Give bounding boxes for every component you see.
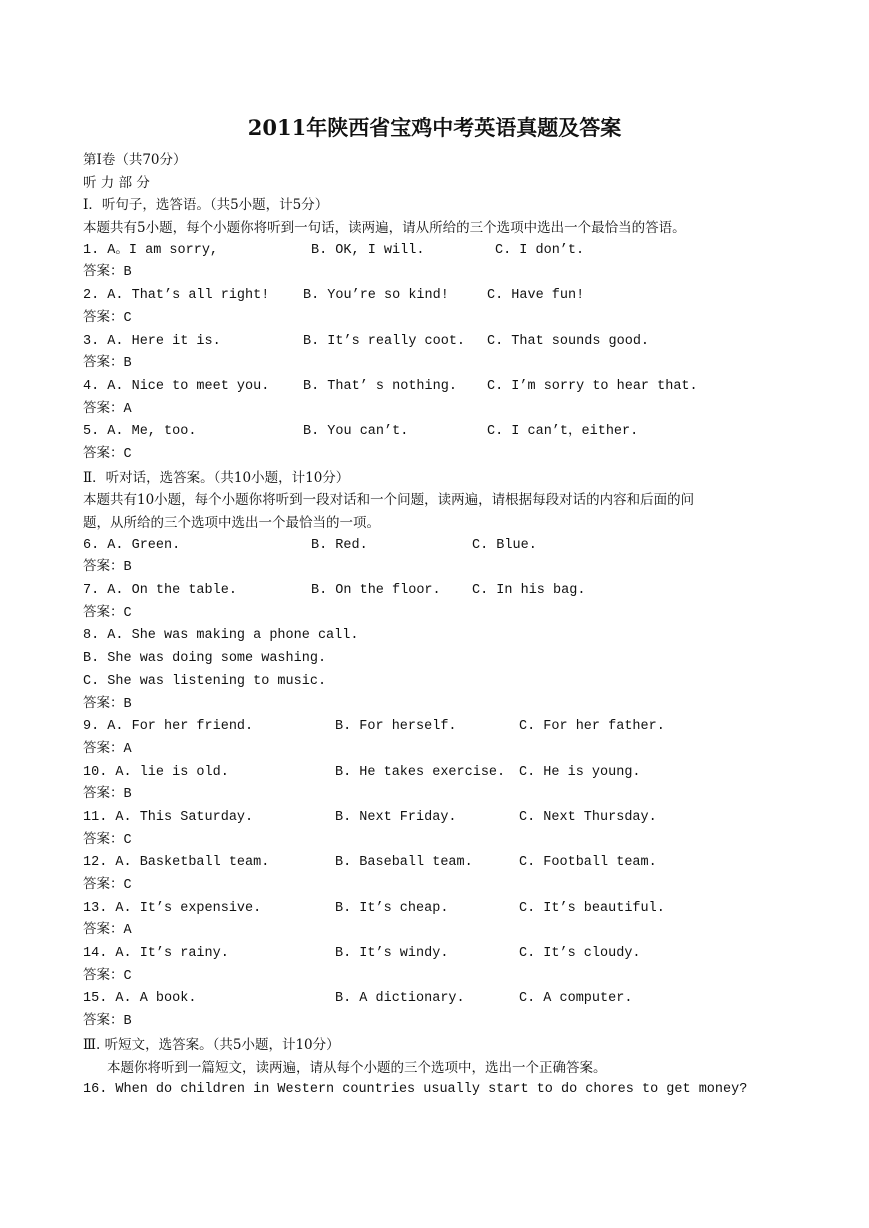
option-a: 7. A. On the table. — [83, 583, 237, 599]
question-2 — [83, 285, 783, 308]
option-a: 9. A. For her friend. — [83, 719, 254, 735]
option-c: C. In his bag. — [472, 583, 586, 599]
answer-2: 答案：C — [83, 310, 132, 326]
answer-9: 答案：A — [83, 741, 132, 757]
answer-6: 答案：B — [83, 560, 132, 576]
question-6 — [83, 535, 783, 558]
option-b: B. For herself. — [335, 719, 457, 735]
question-16: 16. When do children in Western countries usually start to do chores to get money? — [83, 1082, 748, 1098]
option-b: B. You can’t. — [303, 424, 409, 440]
option-a: 1. A。I am sorry, — [83, 242, 219, 258]
question-15 — [83, 988, 783, 1011]
page-title: 2011年陕西省宝鸡中考英语真题及答案 — [247, 115, 622, 140]
question-13 — [83, 898, 783, 921]
option-b: B. It’s cheap. — [335, 900, 449, 916]
question-8-option-b: B. She was doing some washing. — [83, 651, 327, 667]
option-b: B. You’re so kind! — [303, 288, 449, 304]
question-14 — [83, 943, 783, 966]
answer-11: 答案：C — [83, 832, 132, 848]
option-b: B. It’s really coot. — [303, 333, 466, 349]
section3-instruction: 本题你将听到一篇短文，读两遍，请从每个小题的三个选项中，选出一个正确答案。 — [107, 1059, 607, 1076]
section1-heading: Ⅰ．听句子，选答语。（共5小题，计5分） — [83, 197, 329, 214]
section2-heading: Ⅱ．听对话，选答案。（共10小题，计10分） — [83, 469, 350, 486]
option-b: B. Baseball team. — [335, 855, 473, 871]
question-12 — [83, 852, 783, 875]
option-b: B. Red. — [311, 537, 368, 553]
answer-5: 答案：C — [83, 446, 132, 462]
answer-15: 答案：B — [83, 1014, 132, 1030]
option-a: 2. A. That’s all right! — [83, 288, 270, 304]
option-c: C. Football team. — [519, 855, 657, 871]
option-c: C. A computer. — [519, 991, 633, 1007]
question-7 — [83, 580, 783, 603]
section2-instruction-2: 题，从所给的三个选项中选出一个最恰当的一项。 — [83, 515, 380, 531]
answer-8: 答案：B — [83, 696, 132, 712]
option-a: 11. A. This Saturday. — [83, 809, 254, 825]
option-b: B. OK, I will. — [311, 242, 425, 258]
option-c: C. I don’t. — [495, 242, 585, 258]
option-a: 14. A. It’s rainy. — [83, 946, 229, 962]
question-4 — [83, 376, 783, 399]
question-5 — [83, 421, 783, 444]
section1-instruction: 本题共有5小题，每个小题你将听到一句话，读两遍，请从所给的三个选项中选出一个最恰当的答语。 — [83, 220, 686, 237]
question-11 — [83, 807, 783, 830]
option-b: B. He takes exercise. — [335, 764, 506, 780]
option-c: C. Blue. — [472, 537, 537, 553]
option-c: C. He is young. — [519, 764, 641, 780]
answer-3: 答案：B — [83, 356, 132, 372]
option-c: C. It’s beautiful. — [519, 900, 665, 916]
option-a: 10. A. lie is old. — [83, 764, 229, 780]
answer-7: 答案：C — [83, 605, 132, 621]
option-a: 6. A. Green. — [83, 537, 181, 553]
option-a: 15. A. A book. — [83, 991, 197, 1007]
option-c: C. It’s cloudy. — [519, 946, 641, 962]
option-b: B. That’ s nothing. — [303, 378, 457, 394]
option-c: C. Next Thursday. — [519, 809, 657, 825]
option-c: C. That sounds good. — [487, 333, 650, 349]
option-c: C. Have fun! — [487, 288, 585, 304]
document-body — [83, 149, 783, 1102]
listening-header: 听 力 部 分 — [83, 174, 150, 191]
question-8-option-c: C. She was listening to music. — [83, 673, 327, 689]
answer-4: 答案：A — [83, 401, 132, 417]
option-c: C. For her father. — [519, 719, 665, 735]
option-c: C. I’m sorry to hear that. — [487, 378, 698, 394]
option-b: B. A dictionary. — [335, 991, 465, 1007]
answer-10: 答案：B — [83, 787, 132, 803]
answer-14: 答案：C — [83, 968, 132, 984]
option-b: B. On the floor. — [311, 583, 441, 599]
answer-13: 答案：A — [83, 923, 132, 939]
option-b: B. It’s windy. — [335, 946, 449, 962]
option-b: B. Next Friday. — [335, 809, 457, 825]
paper-header: 第Ⅰ卷（共70分） — [83, 152, 187, 168]
answer-1: 答案：B — [83, 265, 132, 281]
option-a: 5. A. Me, too. — [83, 424, 197, 440]
question-1 — [83, 240, 783, 263]
question-8-option-a: 8. A. She was making a phone call. — [83, 628, 359, 644]
answer-12: 答案：C — [83, 878, 132, 893]
option-a: 3. A. Here it is. — [83, 333, 221, 349]
question-3 — [83, 331, 783, 354]
option-a: 4. A. Nice to meet you. — [83, 378, 270, 394]
option-c: C. I can’t，either. — [487, 424, 639, 440]
question-9 — [83, 716, 783, 739]
option-a: 12. A. Basketball team. — [83, 855, 270, 871]
option-a: 13. A. It’s expensive. — [83, 900, 262, 916]
section2-instruction-1: 本题共有10小题，每个小题你将听到一段对话和一个问题，读两遍，请根据每段对话的内容和后面的问 — [83, 492, 695, 509]
question-10 — [83, 762, 783, 785]
section3-heading: Ⅲ. 听短文，选答案。（共5小题，计10分） — [83, 1036, 340, 1053]
